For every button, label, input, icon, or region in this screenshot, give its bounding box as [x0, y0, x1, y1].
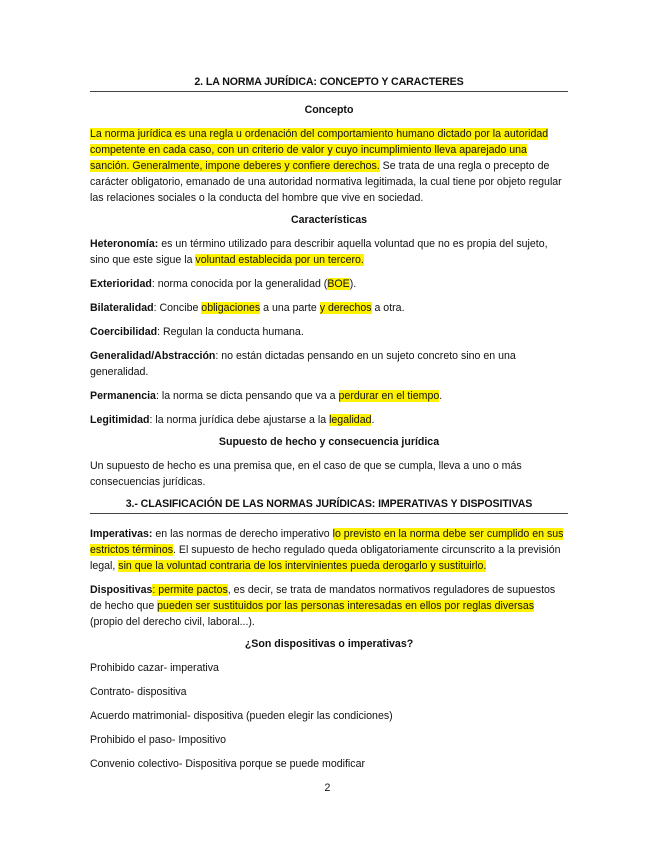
- exterioridad-item: Exterioridad: norma conocida por la generalidad (BOE).: [90, 278, 357, 290]
- highlight: : permite pactos: [152, 584, 228, 596]
- example-line: Acuerdo matrimonial- dispositiva (pueden elegir las condiciones): [90, 710, 393, 722]
- permanencia-item: Permanencia: la norma se dicta pensando que va a perdurar en el tiempo.: [90, 390, 443, 402]
- legitimidad-item: Legitimidad: la norma jurídica debe ajustarse a la legalidad.: [90, 414, 375, 426]
- highlight: legalidad: [329, 414, 372, 426]
- highlight: BOE: [327, 278, 350, 290]
- question-heading: ¿Son dispositivas o imperativas?: [244, 638, 414, 650]
- example-line: Prohibido cazar- imperativa: [90, 662, 219, 674]
- highlight: y derechos: [319, 302, 372, 314]
- concepto-paragraph: La norma jurídica es una regla u ordenación del comportamiento humano dictado por la autoridad competente en cada caso, con un criterio de valor y cuyo incumplimiento lleva aparejado una sanción. Generalmente, impone deberes y confiere derechos. Se trata de una regla o precepto de carácter obligatorio, emanado de una autoridad normativa legitimada, la cual tiene por objeto regular las relaciones sociales o la conducta del hombre que vive en sociedad.: [90, 128, 562, 204]
- example-line: Convenio colectivo- Dispositiva porque se puede modificar: [90, 758, 365, 770]
- page-content: [90, 76, 568, 780]
- heteronomia-item: Heteronomía: es un término utilizado para describir aquella voluntad que no es propia del sujeto, sino que este sigue la voluntad establecida por un tercero.: [90, 238, 548, 266]
- coercibilidad-item: Coercibilidad: Regulan la conducta humana.: [90, 326, 304, 338]
- highlight: perdurar en el tiempo: [338, 390, 440, 402]
- supuesto-heading: Supuesto de hecho y consecuencia jurídica: [218, 436, 440, 448]
- highlight: voluntad establecida por un tercero.: [195, 254, 364, 266]
- section-2-title: 2. LA NORMA JURÍDICA: CONCEPTO Y CARACTERES: [90, 76, 568, 92]
- dispositivas-item: Dispositivas: permite pactos, es decir, se trata de mandatos normativos reguladores de supuestos de hecho que pueden ser sustituidos por las personas interesadas en ellos por reglas diversas (propio del derecho civil, laboral...).: [90, 584, 556, 628]
- example-line: Prohibido el paso- Impositivo: [90, 734, 227, 746]
- highlight: pueden ser sustituidos por las personas interesadas en ellos por reglas diversas: [157, 600, 535, 612]
- highlight: La norma jurídica es una regla u ordenación del comportamiento humano dictado por la autoridad competente en cada caso, con un criterio de valor y cuyo incumplimiento lleva aparejado una sanción. Generalmente, impone deberes y confiere derechos.: [90, 128, 549, 172]
- highlight: obligaciones: [201, 302, 261, 314]
- bilateralidad-item: Bilateralidad: Concibe obligaciones a una parte y derechos a otra.: [90, 302, 405, 314]
- highlight: sin que la voluntad contraria de los intervinientes pueda derogarlo y sustituirlo.: [118, 560, 487, 572]
- page-number: 2: [324, 782, 331, 794]
- section-3-title: 3.- CLASIFICACIÓN DE LAS NORMAS JURÍDICAS: IMPERATIVAS Y DISPOSITIVAS: [90, 498, 568, 514]
- supuesto-paragraph: Un supuesto de hecho es una premisa que, en el caso de que se cumpla, lleva a uno o más consecuencias jurídicas.: [90, 460, 522, 488]
- highlight: lo previsto en la norma debe ser cumplido en sus estrictos términos: [90, 528, 564, 556]
- example-line: Contrato- dispositiva: [90, 686, 187, 698]
- caracteristicas-heading: Características: [291, 214, 367, 226]
- generalidad-item: Generalidad/Abstracción: no están dictadas pensando en un sujeto concreto sino en una generalidad.: [90, 350, 516, 378]
- imperativas-item: Imperativas: en las normas de derecho imperativo lo previsto en la norma debe ser cumplido en sus estrictos términos. El supuesto de hecho regulado queda obligatoriamente circunscrito a la previsión legal, sin que la voluntad contraria de los intervinientes pueda derogarlo y sustituirlo.: [90, 528, 564, 572]
- concepto-heading: Concepto: [304, 104, 354, 116]
